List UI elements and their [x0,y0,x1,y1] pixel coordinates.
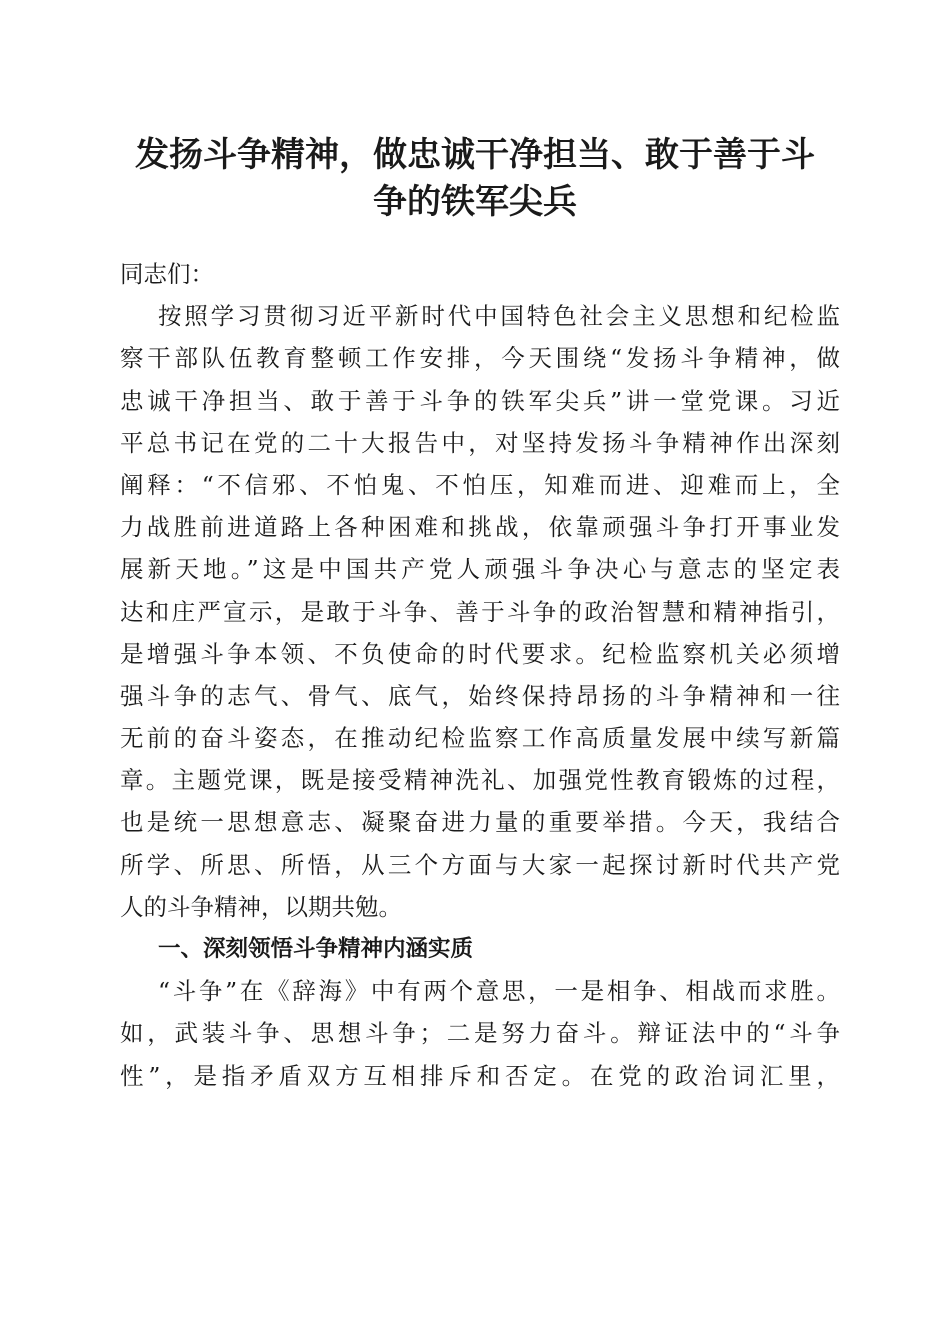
paragraph-1 [120,295,840,928]
paragraph-1-line: 察干部队伍教育整顿工作安排，今天围绕“发扬斗争精神，做 [120,344,840,373]
salutation: 同志们： [120,260,214,288]
paragraph-1-line: 平总书记在党的二十大报告中，对坚持发扬斗争精神作出深刻 [120,428,840,457]
paragraph-1-line: 也是统一思想意志、凝聚奋进力量的重要举措。今天，我结合 [120,808,840,837]
paragraph-2 [120,970,840,1097]
paragraph-1-line: 达和庄严宣示，是敢于斗争、善于斗争的政治智慧和精神指引， [120,597,840,626]
paragraph-1-line: 人的斗争精神，以期共勉。 [120,892,402,921]
paragraph-2-line: 如，武装斗争、思想斗争；二是努力奋斗。辩证法中的“斗争 [120,1019,840,1048]
document-title [110,132,840,226]
title-line-1: 发扬斗争精神，做忠诚干净担当、敢于善于斗 [135,135,815,175]
paragraph-1-line: 忠诚干净担当、敢于善于斗争的铁军尖兵”讲一堂党课。习近 [120,386,840,415]
section-heading-1: 一、深刻领悟斗争精神内涵实质 [158,936,474,962]
document-body [120,253,840,1097]
paragraph-1-line: 无前的奋斗姿态，在推动纪检监察工作高质量发展中续写新篇 [120,724,840,753]
paragraph-1-line: 是增强斗争本领、不负使命的时代要求。纪检监察机关必须增 [120,639,840,668]
paragraph-1-line: 按照学习贯彻习近平新时代中国特色社会主义思想和纪检监 [158,302,840,331]
paragraph-1-line: 展新天地。”这是中国共产党人顽强斗争决心与意志的坚定表 [120,555,840,584]
paragraph-1-line: 阐释：“不信邪、不怕鬼、不怕压，知难而进、迎难而上，全 [120,470,840,499]
paragraph-1-line: 所学、所思、所悟，从三个方面与大家一起探讨新时代共产党 [120,850,840,879]
paragraph-2-line: “斗争”在《辞海》中有两个意思，一是相争、相战而求胜。 [158,977,840,1006]
title-line-2: 争的铁军尖兵 [373,182,577,222]
paragraph-1-line: 章。主题党课，既是接受精神洗礼、加强党性教育锻炼的过程， [120,766,840,795]
paragraph-1-line: 强斗争的志气、骨气、底气，始终保持昂扬的斗争精神和一往 [120,681,840,710]
paragraph-2-line: 性”，是指矛盾双方互相排斥和否定。在党的政治词汇里， [120,1061,840,1090]
paragraph-1-line: 力战胜前进道路上各种困难和挑战，依靠顽强斗争打开事业发 [120,513,840,542]
